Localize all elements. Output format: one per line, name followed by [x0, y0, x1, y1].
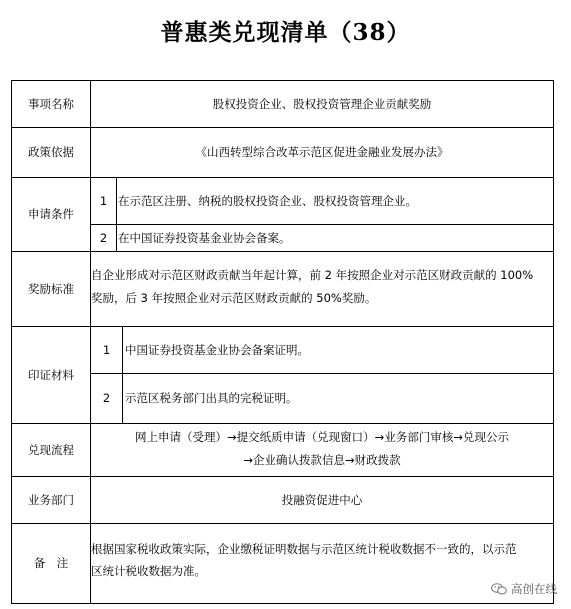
policy-basis-value: 《山西转型综合改革示范区促进金融业发展办法》 [195, 145, 449, 159]
remarks-line1: 根据国家税收政策实际，企业缴税证明数据与示范区统计税收数据不一致的，以示范 [91, 542, 517, 556]
watermark-text: 高创在线 [511, 582, 557, 596]
page-title: 普惠类兑现清单（38） [160, 19, 411, 46]
item-name-value: 股权投资企业、股权投资管理企业贡献奖励 [212, 96, 432, 111]
reward-standard-line1: 自企业形成对示范区财政贡献当年起计算，前 2 年按照企业对示范区财政贡献的 100% [91, 268, 534, 282]
wechat-icon [491, 583, 507, 595]
watermark [491, 581, 557, 597]
reward-standard-label: 奖励标准 [28, 281, 74, 296]
process-line1: 网上申请（受理）→提交纸质申请（兑现窗口）→业务部门审核→兑现公示 [135, 429, 509, 444]
reward-standard-line2: 奖励，后 3 年按照企业对示范区财政贡献的 50%奖励。 [91, 291, 377, 305]
process-line2: →企业确认拨款信息→财政拨款 [243, 452, 401, 467]
condition-number: 1 [99, 193, 108, 208]
department-label: 业务部门 [28, 492, 74, 507]
material-number: 1 [102, 342, 111, 357]
remarks-line2: 区统计税收数据为准。 [91, 564, 206, 578]
remarks-label: 备 注 [33, 556, 69, 570]
conditions-label: 申请条件 [28, 207, 74, 221]
policy-basis-label: 政策依据 [28, 145, 74, 159]
material-text: 示范区税务部门出具的完税证明。 [125, 391, 298, 405]
policy-table [11, 80, 554, 604]
process-label: 兑现流程 [28, 442, 74, 457]
material-text: 中国证券投资基金业协会备案证明。 [125, 342, 309, 357]
condition-text: 在中国证券投资基金业协会备案。 [118, 230, 291, 245]
department-value: 投融资促进中心 [281, 492, 363, 507]
material-number: 2 [102, 391, 111, 405]
item-name-label: 事项名称 [28, 96, 74, 111]
condition-number: 2 [99, 230, 108, 245]
materials-label: 印证材料 [28, 367, 74, 382]
condition-text: 在示范区注册、纳税的股权投资企业、股权投资管理企业。 [118, 193, 417, 208]
